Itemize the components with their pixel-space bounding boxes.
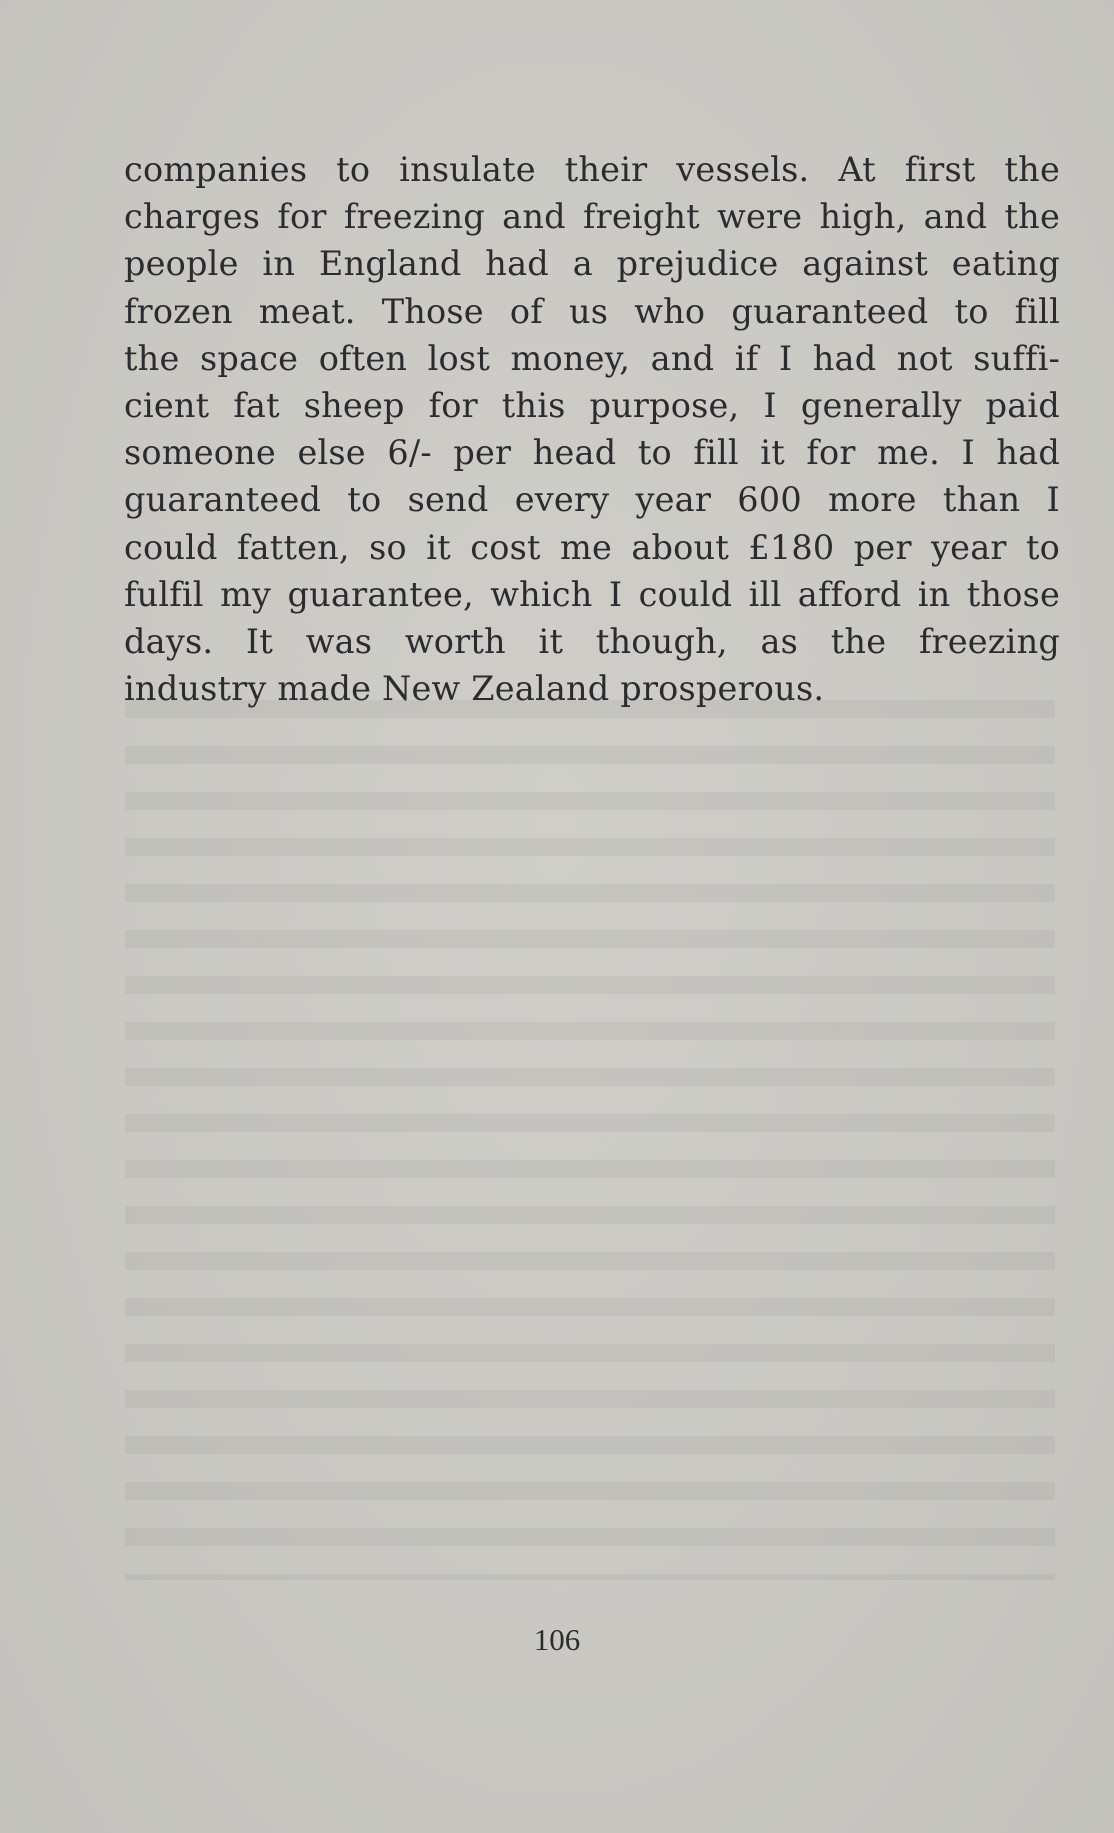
body-paragraph — [124, 146, 1060, 712]
text-line: the space often lost money, and if I had not suffi- — [124, 338, 1060, 378]
text-line: days. It was worth it though, as the freezing — [124, 622, 1060, 662]
text-line: charges for freezing and freight were high, and the — [124, 197, 1060, 237]
text-line: someone else 6/- per head to fill it for me. I had — [124, 433, 1060, 473]
text-line: companies to insulate their vessels. At first the — [124, 150, 1060, 189]
text-line: guaranteed to send every year 600 more than I — [124, 480, 1060, 520]
reverse-side-show-through — [125, 700, 1055, 1580]
page-number: 106 — [533, 1622, 581, 1657]
text-line: fulfil my guarantee, which I could ill afford in those — [124, 574, 1060, 614]
text-line: cient fat sheep for this purpose, I generally paid — [124, 386, 1060, 426]
text-line: could fatten, so it cost me about £180 per year to — [124, 527, 1060, 567]
text-line: frozen meat. Those of us who guaranteed to fill — [124, 291, 1060, 331]
text-line: people in England had a prejudice against eating — [124, 244, 1060, 284]
text-line: industry made New Zealand prosperous. — [124, 669, 825, 709]
